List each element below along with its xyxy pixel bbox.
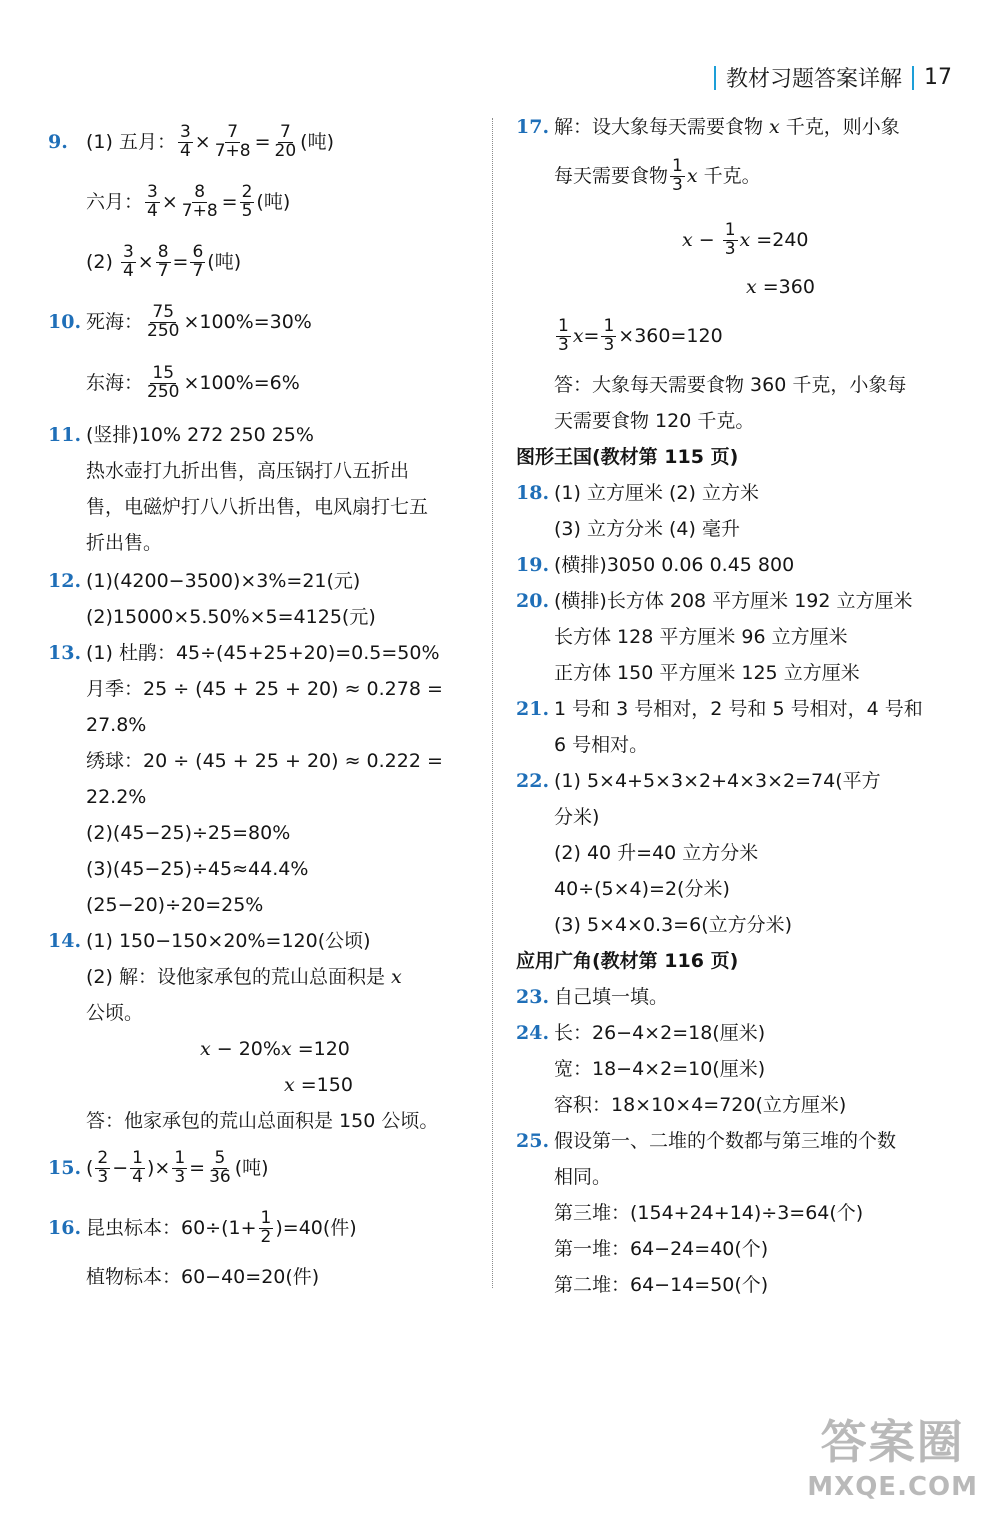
question-number: 15. — [48, 1156, 82, 1179]
text: 六月： — [86, 190, 144, 213]
unit: (吨) — [207, 250, 242, 273]
operator: × — [161, 190, 178, 213]
fraction — [178, 124, 193, 161]
q17-answer-2: 天需要食物 120 千克。 — [554, 410, 755, 432]
numerator: 6 — [192, 242, 204, 262]
fraction — [156, 244, 171, 281]
question-number: 19. — [516, 554, 550, 576]
q21-line-1 — [516, 700, 923, 719]
q13-line-5: 22.2% — [86, 786, 147, 808]
numerator: 3 — [147, 182, 158, 202]
unit: (吨) — [256, 190, 291, 213]
variable: x — [746, 276, 757, 298]
numerator: 5 — [214, 1148, 226, 1168]
q20-line-1 — [516, 592, 913, 611]
text: 东海： — [86, 371, 144, 394]
q14-line-2 — [86, 968, 402, 987]
operator: × — [194, 130, 211, 153]
watermark-text: 答案圈 — [820, 1415, 965, 1469]
section-heading-application: 应用广角(教材第 116 页) — [516, 950, 739, 972]
numerator: 15 — [152, 363, 175, 383]
q12-line-2: (2)15000×5.50%×5=4125(元) — [86, 606, 376, 628]
denominator: 250 — [147, 320, 180, 341]
fraction — [145, 365, 181, 402]
fraction — [145, 304, 181, 341]
question-number: 17. — [516, 116, 550, 138]
fraction — [180, 184, 220, 221]
question-number: 13. — [48, 642, 82, 664]
text: (竖排)10% 272 250 25% — [86, 424, 314, 446]
fraction — [723, 222, 738, 259]
q18-line-1 — [516, 484, 759, 503]
text: (1) 5×4+5×3×2+4×3×2=74(平方 — [554, 770, 881, 792]
denominator: 3 — [97, 1166, 109, 1187]
q22-line-3: (2) 40 升=40 立方分米 — [554, 842, 759, 864]
denominator: 7 — [157, 260, 169, 281]
q19-line-1 — [516, 556, 794, 575]
fraction — [601, 318, 616, 355]
q25-line-4: 第一堆：64−24=40(个) — [554, 1238, 769, 1260]
fraction — [95, 1150, 110, 1187]
denominator: 36 — [209, 1166, 231, 1187]
q13-line-3: 27.8% — [86, 714, 147, 736]
numerator: 1 — [672, 156, 683, 176]
denominator: 4 — [147, 200, 158, 221]
denominator: 7+8 — [214, 140, 251, 161]
page-header — [704, 62, 952, 93]
q11-line-4: 折出售。 — [86, 532, 163, 554]
text: )=40(件) — [275, 1216, 357, 1239]
numerator: 2 — [97, 1148, 109, 1168]
q17-answer-1: 答：大象每天需要食物 360 千克，小象每 — [554, 374, 907, 396]
numerator: 1 — [724, 220, 736, 240]
q17-equation-3 — [554, 318, 723, 355]
denominator: 3 — [174, 1166, 186, 1187]
q25-line-2: 相同。 — [554, 1166, 612, 1188]
question-number: 23. — [516, 986, 550, 1008]
numerator: 2 — [241, 182, 253, 202]
denominator: 3 — [724, 238, 736, 259]
denominator: 3 — [672, 174, 683, 195]
text: ×100%=30% — [183, 310, 312, 333]
text: ( — [86, 1156, 94, 1179]
q14-line-3: 公顷。 — [86, 1002, 144, 1024]
text: 假设第一、二堆的个数都与第三堆的个数 — [554, 1130, 897, 1152]
numerator: 3 — [179, 122, 191, 142]
q14-equation-2 — [284, 1076, 353, 1095]
operator: = — [221, 190, 238, 213]
numerator: 7 — [227, 122, 239, 142]
q25-line-1 — [516, 1132, 896, 1151]
numerator: 1 — [132, 1148, 143, 1168]
variable: x — [769, 116, 780, 138]
q15-line — [48, 1150, 269, 1187]
numerator: 3 — [122, 242, 134, 262]
fraction — [213, 124, 253, 161]
q10-line-2 — [86, 365, 300, 402]
numerator: 8 — [157, 242, 169, 262]
text: (1) 150−150×20%=120(公顷) — [86, 930, 371, 952]
question-number: 18. — [516, 482, 550, 504]
denominator: 250 — [147, 381, 180, 402]
q12-line-1 — [48, 572, 360, 591]
question-number: 24. — [516, 1022, 550, 1044]
numerator: 7 — [279, 122, 291, 142]
text: 死海： — [86, 310, 144, 333]
denominator: 4 — [122, 260, 134, 281]
header-accent-bar-2 — [912, 66, 914, 90]
fraction — [273, 124, 299, 161]
variable: x — [682, 228, 693, 251]
section-heading-geometry: 图形王国(教材第 115 页) — [516, 446, 739, 468]
question-number: 21. — [516, 698, 550, 720]
text: 解：设大象每天需要食物 — [554, 116, 770, 138]
watermark-logo — [807, 1406, 978, 1502]
text: (2) 解：设他家承包的荒山总面积是 — [86, 966, 391, 988]
fraction — [207, 1150, 233, 1187]
q23-line-1 — [516, 988, 668, 1007]
text: 长：26−4×2=18(厘米) — [554, 1022, 766, 1044]
q18-line-2: (3) 立方分米 (4) 毫升 — [554, 518, 740, 540]
operator: − — [112, 1156, 129, 1179]
text: =240 — [750, 228, 809, 251]
numerator: 1 — [558, 316, 569, 336]
variable: x — [391, 966, 402, 988]
numerator: 75 — [152, 302, 175, 322]
text: )× — [147, 1156, 171, 1179]
fraction — [556, 318, 571, 355]
text: 千克，则小象 — [779, 116, 900, 138]
text: 1 号和 3 号相对，2 号和 5 号相对，4 号和 — [554, 698, 923, 720]
q13-line-6: (2)(45−25)÷25=80% — [86, 822, 291, 844]
text: =120 — [291, 1038, 350, 1060]
q13-line-7: (3)(45−25)÷45≈44.4% — [86, 858, 309, 880]
watermark-url: MXQE.COM — [807, 1472, 978, 1502]
denominator: 4 — [179, 140, 191, 161]
question-number: 10. — [48, 310, 82, 333]
denominator: 7 — [192, 260, 204, 281]
variable: x — [200, 1038, 211, 1060]
text: − 20% — [210, 1038, 281, 1060]
fraction — [121, 244, 136, 281]
text: =360 — [756, 276, 815, 298]
q24-line-3: 容积：18×10×4=720(立方厘米) — [554, 1094, 847, 1116]
q11-line-3: 售，电磁炉打八八折出售，电风扇打七五 — [86, 496, 429, 518]
q22-line-5: (3) 5×4×0.3=6(立方分米) — [554, 914, 793, 936]
question-number: 20. — [516, 590, 550, 612]
unit: (吨) — [300, 130, 334, 153]
question-number: 9. — [48, 130, 68, 153]
q13-line-8: (25−20)÷20=25% — [86, 894, 264, 916]
q22-line-4: 40÷(5×4)=2(分米) — [554, 878, 730, 900]
question-number: 22. — [516, 770, 550, 792]
q10-line-1 — [48, 304, 312, 341]
denominator: 20 — [274, 140, 297, 161]
text: = — [583, 324, 600, 347]
text: ×360=120 — [618, 324, 723, 347]
question-number: 14. — [48, 930, 82, 952]
operator: × — [137, 250, 154, 273]
q17-equation-1 — [682, 222, 809, 259]
variable: x — [284, 1074, 295, 1096]
text: ×100%=6% — [183, 371, 300, 394]
q9-line-2 — [86, 184, 290, 221]
text: =150 — [294, 1074, 353, 1096]
q13-line-2: 月季：25 ÷ (45 + 25 + 20) ≈ 0.278 = — [86, 678, 443, 700]
q13-line-4: 绣球：20 ÷ (45 + 25 + 20) ≈ 0.222 = — [86, 750, 443, 772]
q14-equation-1 — [200, 1040, 350, 1059]
q22-line-2: 分米) — [554, 806, 600, 828]
text: − — [692, 228, 721, 251]
header-title: 教材习题答案详解 — [725, 67, 902, 92]
q14-line-1 — [48, 932, 371, 951]
q20-line-3: 正方体 150 平方厘米 125 立方厘米 — [554, 662, 860, 684]
question-number: 25. — [516, 1130, 550, 1152]
denominator: 7+8 — [181, 200, 218, 221]
operator: = — [189, 1156, 206, 1179]
fraction — [670, 158, 685, 195]
variable: x — [686, 164, 698, 187]
denominator: 4 — [132, 1166, 143, 1187]
text: (1) 立方厘米 (2) 立方米 — [554, 482, 759, 504]
q17-equation-2 — [746, 278, 815, 297]
question-number: 11. — [48, 424, 82, 446]
fraction — [130, 1150, 145, 1187]
q20-line-2: 长方体 128 平方厘米 96 立方厘米 — [554, 626, 848, 648]
text: 自己填一填。 — [554, 986, 669, 1008]
text: (2) — [86, 250, 119, 273]
operator: = — [172, 250, 189, 273]
text: 昆虫标本：60÷(1+ — [86, 1216, 257, 1239]
q9-line-1 — [48, 124, 334, 161]
text: (横排)长方体 208 平方厘米 192 立方厘米 — [554, 590, 913, 612]
variable: x — [572, 324, 584, 347]
unit: (吨) — [234, 1156, 269, 1179]
denominator: 3 — [558, 334, 569, 355]
fraction — [172, 1150, 187, 1187]
text: 每天需要食物 — [554, 164, 669, 187]
numerator: 1 — [260, 1208, 272, 1228]
page-number: 17 — [924, 65, 952, 90]
fraction — [145, 184, 160, 221]
question-number: 12. — [48, 570, 82, 592]
fraction — [240, 184, 255, 221]
fraction — [259, 1210, 274, 1247]
q25-line-3: 第三堆：(154+24+14)÷3=64(个) — [554, 1202, 864, 1224]
question-number: 16. — [48, 1216, 82, 1239]
text: (横排)3050 0.06 0.45 800 — [554, 554, 795, 576]
denominator: 2 — [260, 1226, 272, 1247]
denominator: 5 — [241, 200, 253, 221]
q9-line-3 — [86, 244, 241, 281]
denominator: 3 — [603, 334, 615, 355]
operator: = — [254, 130, 271, 153]
q16-line-2: 植物标本：60−40=20(件) — [86, 1266, 320, 1288]
q17-line-2 — [554, 158, 761, 195]
q14-answer: 答：他家承包的荒山总面积是 150 公顷。 — [86, 1110, 439, 1132]
numerator: 1 — [174, 1148, 186, 1168]
variable: x — [280, 1038, 292, 1060]
q17-line-1 — [516, 118, 900, 137]
variable: x — [739, 228, 751, 251]
q21-line-2: 6 号相对。 — [554, 734, 649, 756]
q25-line-5: 第二堆：64−14=50(个) — [554, 1274, 769, 1296]
q11-line-1 — [48, 426, 314, 445]
text: (1)(4200−3500)×3%=21(元) — [86, 570, 361, 592]
fraction — [190, 244, 205, 281]
text: (1) 五月： — [86, 130, 176, 153]
numerator: 1 — [603, 316, 615, 336]
q22-line-1 — [516, 772, 881, 791]
q24-line-2: 宽：18−4×2=10(厘米) — [554, 1058, 766, 1080]
q13-line-1 — [48, 644, 440, 663]
text: (1) 杜鹃：45÷(45+25+20)=0.5=50% — [86, 642, 440, 664]
header-accent-bar — [714, 66, 716, 90]
q24-line-1 — [516, 1024, 765, 1043]
text: 千克。 — [697, 164, 761, 187]
q16-line-1 — [48, 1210, 357, 1247]
column-divider — [492, 118, 493, 1288]
q11-line-2: 热水壶打九折出售，高压锅打八五折出 — [86, 460, 410, 482]
numerator: 8 — [194, 182, 206, 202]
